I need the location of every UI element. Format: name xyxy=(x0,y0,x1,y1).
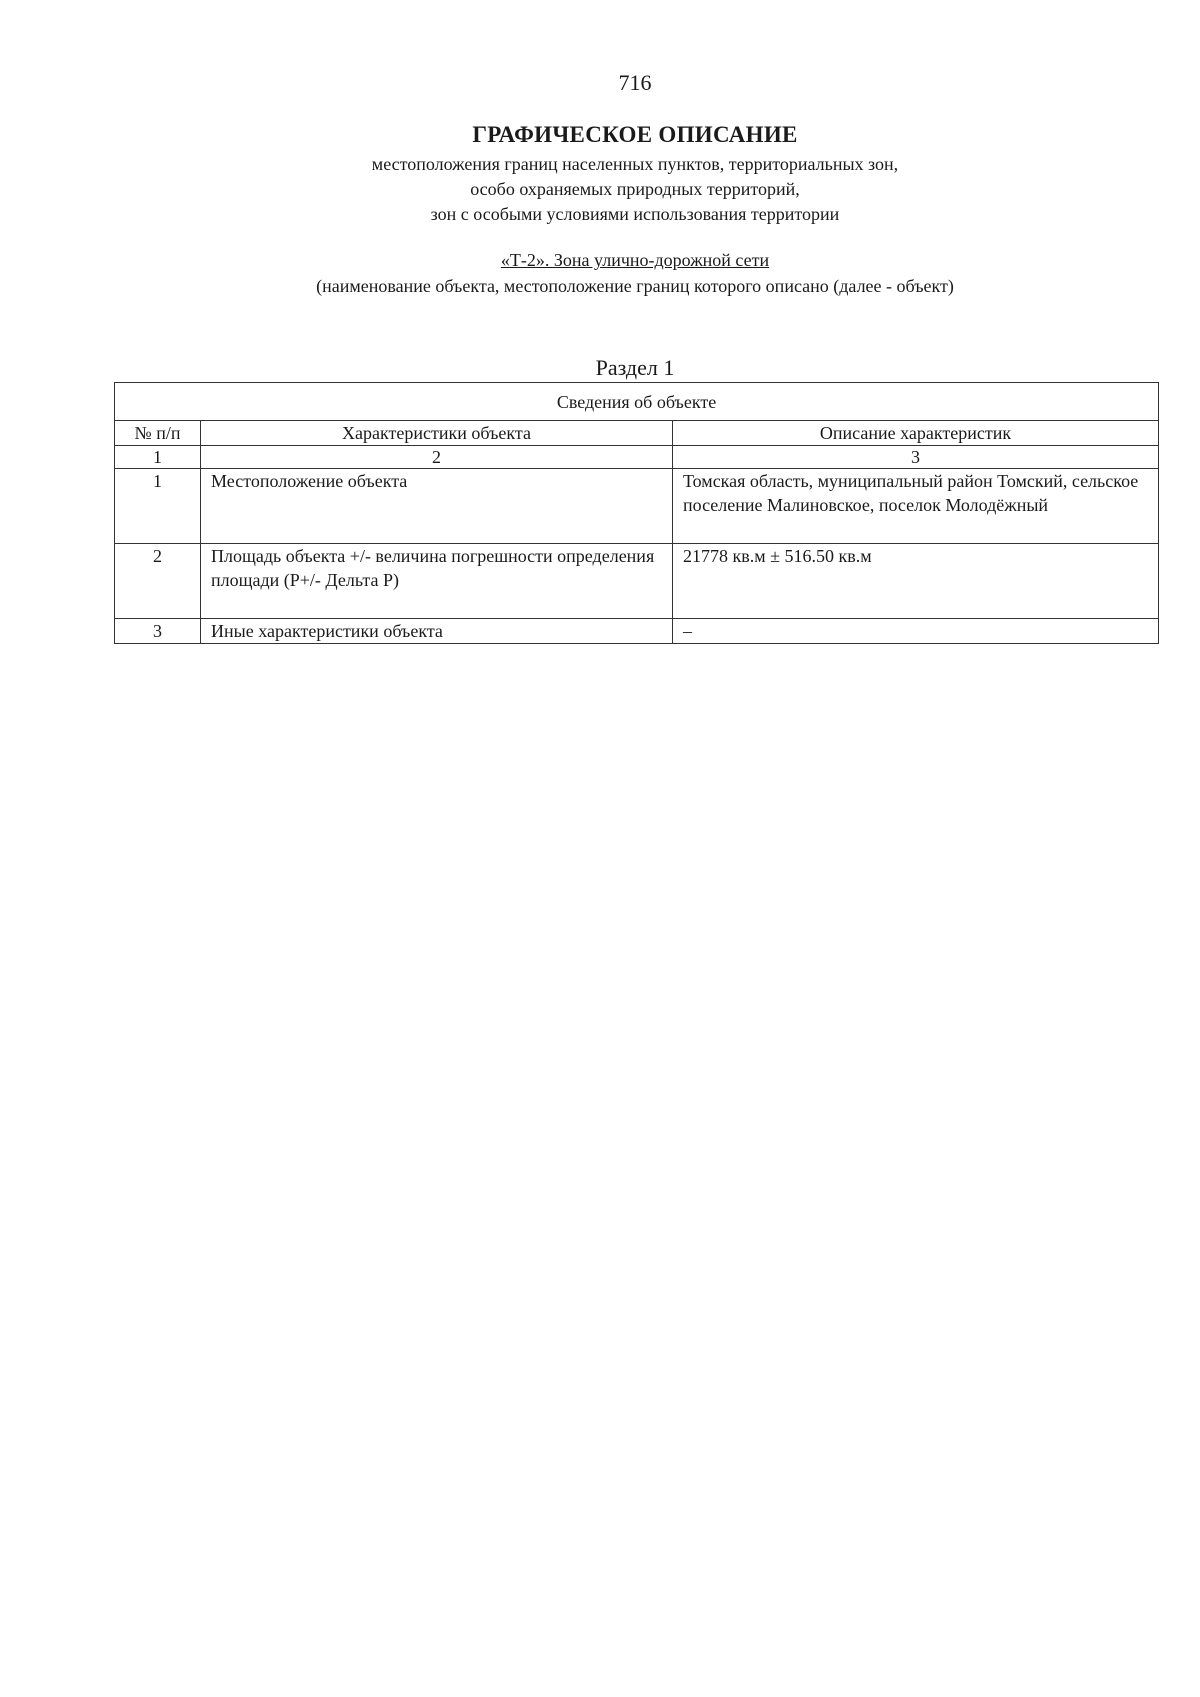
table-caption-row xyxy=(115,383,1159,421)
column-number: 3 xyxy=(673,446,1159,469)
header-cell-characteristic: Характеристики объекта xyxy=(201,421,673,446)
row-characteristic: Местоположение объекта xyxy=(201,469,673,544)
row-characteristic: Иные характеристики объекта xyxy=(201,619,673,644)
document-subtitle xyxy=(0,152,1200,227)
row-description: – xyxy=(673,619,1159,644)
object-info-table xyxy=(114,382,1159,644)
table-row xyxy=(115,544,1159,619)
row-description: 21778 кв.м ± 516.50 кв.м xyxy=(673,544,1159,619)
column-number: 2 xyxy=(201,446,673,469)
table-row xyxy=(115,469,1159,544)
row-number: 3 xyxy=(115,619,201,644)
document-title: ГРАФИЧЕСКОЕ ОПИСАНИЕ xyxy=(472,122,798,147)
object-caption: (наименование объекта, местоположение границ которого описано (далее - объект) xyxy=(316,276,954,296)
header-cell-description: Описание характеристик xyxy=(673,421,1159,446)
section-title: Раздел 1 xyxy=(595,355,675,380)
row-number: 1 xyxy=(115,469,201,544)
row-characteristic: Площадь объекта +/- величина погрешности определения площади (P+/- Дельта P) xyxy=(201,544,673,619)
column-number: 1 xyxy=(115,446,201,469)
row-description: Томская область, муниципальный район Томский, сельское поселение Малиновское, поселок Молодёжный xyxy=(673,469,1159,544)
header-cell-num: № п/п xyxy=(115,421,201,446)
subtitle-line: местоположения границ населенных пунктов, территориальных зон, xyxy=(371,154,899,174)
subtitle-line: особо охраняемых природных территорий, xyxy=(470,179,800,199)
object-name: «Т-2». Зона улично-дорожной сети xyxy=(500,250,770,270)
subtitle-line: зон с особыми условиями использования территории xyxy=(430,204,840,224)
column-number-row xyxy=(115,446,1159,469)
table-caption: Сведения об объекте xyxy=(115,383,1159,421)
page-number: 716 xyxy=(618,70,652,95)
table-row xyxy=(115,619,1159,644)
row-number: 2 xyxy=(115,544,201,619)
table-header-row xyxy=(115,421,1159,446)
